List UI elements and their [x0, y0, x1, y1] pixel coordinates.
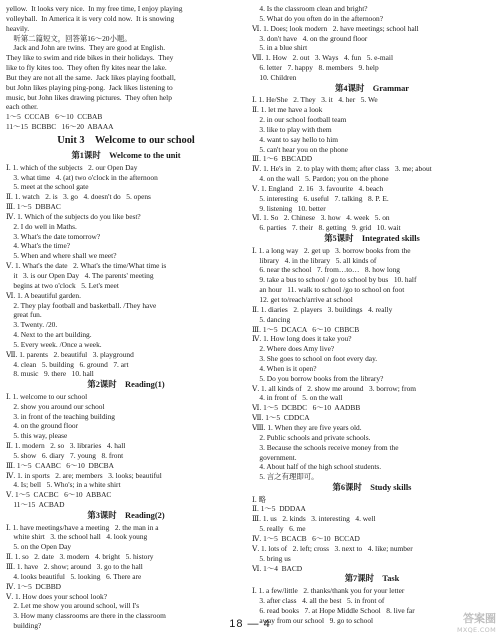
answer-line: Ⅳ. 1. in sports 2. are; members 3. looks; beautiful [6, 470, 162, 480]
answer-line: 4. Next to the art building. [6, 330, 92, 340]
lesson-heading: 第1课时 Welcome to the unit [71, 151, 181, 161]
answer-line: 8. music 9. there 10. hall [6, 369, 94, 379]
answer-line: 11～15 BCBBC 16～20 ABAAA [6, 122, 114, 132]
answer-line: Ⅲ. 1～6 BBCADD [252, 154, 313, 164]
answer-line: heavily. [6, 23, 30, 33]
watermark-logo [422, 610, 496, 638]
answer-line: Ⅰ. 1. a long way 2. get up 3. borrow books from the [252, 245, 411, 255]
answer-line: 3. How many classrooms are there in the classroom [6, 611, 166, 621]
page-number: 18 — 4 [229, 618, 271, 630]
answer-line: 3. what time 4. (at) two o'clock in the afternoon [6, 172, 158, 182]
answer-line: 2. Where does Amy live? [252, 344, 335, 354]
answer-line: 5. Do you borrow books from the library? [252, 373, 384, 383]
answer-line: 4. What's the time? [6, 241, 71, 251]
answer-line: Ⅷ. 1. When they are five years old. [252, 422, 362, 432]
answer-line: Ⅵ. 1～4 BACD [252, 563, 303, 573]
answer-line: 5. 言之有理即可。 [252, 472, 319, 482]
lesson-heading: 第2课时 Reading(1) [87, 380, 165, 390]
right-column [252, 4, 492, 625]
answer-line: Ⅵ. 1～5 DCBDC 6～10 AADBB [252, 403, 361, 413]
left-column [6, 4, 246, 631]
answer-line: but John likes playing ping-pong. Jack likes listening to [6, 82, 173, 92]
answer-line: 5. Every week. /Once a week. [6, 339, 102, 349]
answer-line: Ⅲ. 1～5 DBBAC [6, 202, 61, 212]
lesson-heading: 第3课时 Reading(2) [87, 511, 165, 520]
answer-line: 3. in front of the teaching building [6, 411, 115, 421]
answer-line: 5. What do you often do in the afternoon? [252, 13, 384, 23]
answer-line: 10. Children [252, 72, 297, 82]
answer-line: 5. can't hear you on the phone [252, 144, 348, 154]
answer-line: 3. after class 4. all the best 5. in front of [252, 595, 385, 605]
answer-line: Ⅰ. 1. He/She 2. They 3. it 4. her 5. We [252, 95, 378, 105]
unit-heading: Unit 3 Welcome to our school [57, 134, 195, 146]
answer-line: Jack and John are twins. They are good at English. [6, 43, 166, 53]
watermark-text: 答案圈 [463, 612, 496, 625]
answer-line: Ⅶ. 1. parents 2. beautiful 3. playground [6, 349, 134, 359]
answer-line: 4. When is it open? [252, 363, 317, 373]
answer-line: 3. don't have 4. on the ground floor [252, 33, 368, 43]
answer-line: 5. bring us [252, 553, 291, 563]
lesson-heading: 第5课时 Integrated skills [324, 234, 420, 244]
answer-line: 3. Because the schools receive money from the [252, 442, 399, 452]
answer-line: 2. Public schools and private schools. [252, 432, 371, 442]
answer-line: 3. What's the date tomorrow? [6, 231, 101, 241]
answer-line: 5. When and where shall we meet? [6, 251, 117, 261]
answer-line: Ⅲ. 1～5 DCACA 6～10 CBBCB [252, 324, 360, 334]
answer-line: 9. take a bus to school / go to school by bus 10. half [252, 275, 417, 285]
answer-line: 4. in front of 5. on the wall [252, 393, 343, 403]
answer-line: Ⅳ. 1. How long does it take you? [252, 334, 352, 344]
answer-line: 5. show 6. diary 7. young 8. front [6, 450, 124, 460]
answer-line: 3. Twenty. /20. [6, 320, 58, 330]
answer-line: 2. in our school football team [252, 115, 347, 125]
answer-line: 5. this way, please [6, 431, 68, 441]
answer-line: 5. on the Open Day [6, 542, 72, 552]
lesson-heading: 第6课时 Study skills [332, 483, 412, 493]
answer-line: Ⅴ. 1. all kinds of 2. show me around 3. borrow; from [252, 383, 417, 393]
answer-line: government. [252, 452, 297, 462]
lesson-heading: 第7课时 Task [344, 574, 400, 584]
answer-line: 4. About half of the high school students. [252, 462, 382, 472]
answer-line: 4. Is; bell 5. Who's; in a white shirt [6, 480, 121, 490]
answer-line: volleyball. In America it is very cold now. It is snowing [6, 13, 175, 23]
answer-line: But they are not all the same. Jack likes playing football, [6, 72, 176, 82]
answer-line: 5. meet at the school gate [6, 182, 89, 192]
answer-line: 2. Let me show you around school, will I's [6, 601, 140, 611]
answer-line: Ⅶ. 1. How 2. out 3. Ways 4. fun 5. e-mail [252, 53, 394, 63]
answer-line: Ⅲ. 1～5 CAABC 6～10 DBCBA [6, 460, 114, 470]
answer-line: great fun. [6, 310, 42, 320]
answer-line: Ⅳ. 1～5 DCBBD [6, 581, 62, 591]
answer-line: Ⅵ. 1. So 2. Chinese 3. how 4. week 5. on [252, 213, 390, 223]
watermark-subtext: MXQE.COM [456, 626, 496, 634]
answer-line: 2. show you around our school [6, 401, 105, 411]
lesson-heading: 第4课时 Grammar [335, 83, 409, 93]
answer-line: Ⅱ. 1. so 2. date 3. modern 4. bright 5. history [6, 552, 154, 562]
answer-line: Ⅵ. 1. Does; look modern 2. have meetings; school hall [252, 23, 419, 33]
answer-line: Ⅰ. 1. which of the subjects 2. our Open Day [6, 162, 138, 172]
answer-line: Ⅱ. 1. diaries 2. players 3. buildings 4. really [252, 304, 393, 314]
answer-line: each other. [6, 102, 39, 112]
answer-line: white shirt 3. the school hall 4. look young [6, 532, 148, 542]
answer-line: Ⅱ. 1. watch 2. is 3. go 4. doesn't do 5. opens [6, 192, 151, 202]
answer-line: 9. listening 10. better [252, 203, 326, 213]
answer-line: Ⅴ. 1～5 CACBC 6～10 ABBAC [6, 490, 112, 500]
answer-line: They like to swim and ride bikes in their holidays. They [6, 53, 174, 63]
answer-line: Ⅴ. 1. How does your school look? [6, 591, 107, 601]
answer-line: 6. letter 7. happy 8. members 9. help [252, 63, 379, 73]
answer-line: Ⅱ. 1～5 DDDAA [252, 504, 306, 514]
answer-line: Ⅳ. 1. He's in 2. to play with them; after class 3. me; about [252, 164, 432, 174]
answer-line: 5. really 6. me [252, 524, 306, 534]
answer-line: 2. I do well in Maths. [6, 221, 77, 231]
answer-line: Ⅱ. 1. modern 2. so 3. libraries 4. hall [6, 441, 126, 451]
answer-line: Ⅰ. 1. a few/little 2. thanks/thank you for your letter [252, 586, 405, 595]
answer-line: Ⅴ. 1. What's the date 2. What's the time/What time is [6, 261, 167, 271]
answer-line: 5. in a blue shirt [252, 43, 308, 53]
answer-line: Ⅴ. 1. England 2. 16 3. favourite 4. beach [252, 183, 384, 193]
answer-line: Ⅱ. 1. let me have a look [252, 105, 323, 115]
answer-line: 4. Is the classroom clean and bright? [252, 4, 368, 13]
answer-line: begins at two o'clock 5. Let's meet [6, 280, 119, 290]
answer-line: 4. on the ground floor [6, 421, 79, 431]
answer-line: like to fly kites too. They often fly kites near the lake. [6, 63, 167, 73]
answer-line: 4. want to say hello to him [252, 134, 339, 144]
answer-line: library 4. in the library 5. all kinds of [252, 255, 377, 265]
answer-line: an hour 11. walk to school /go to school on foot [252, 285, 405, 295]
answer-line: 6. parties 7. their 8. getting 9. grid 10. wait [252, 223, 401, 233]
answer-line: 6. read books 7. at Hope Middle School 8. live far [252, 605, 415, 615]
answer-line: 12. get to/reach/arrive at school [252, 295, 353, 304]
answer-line: yellow. It looks very nice. In my free time, I enjoy playing [6, 4, 183, 13]
answer-line: music, but John likes drawing pictures. They often help [6, 92, 172, 102]
answer-line: 3. like to play with them [252, 124, 332, 134]
answer-line: Ⅰ. 1. have meetings/have a meeting 2. the man in a [6, 522, 159, 532]
answer-line: 4. looks beautiful 5. looking 6. There are [6, 571, 142, 581]
answer-line: 听第二篇短文，回答第16～20小题。 [6, 33, 132, 43]
answer-line: 1～5 CCCAB 6～10 CCBAB [6, 112, 103, 122]
answer-line: Ⅵ. 1. A beautiful garden. [6, 290, 81, 300]
answer-line: Ⅳ. 1. Which of the subjects do you like best? [6, 211, 141, 221]
answer-line: Ⅶ. 1～5 CDDCA [252, 413, 310, 423]
answer-line: 5. dancing [252, 314, 291, 324]
answer-line: Ⅴ. 1. lots of 2. left; cross 3. next to 4. like; number [252, 543, 413, 553]
answer-line: 2. They play football and basketball. /They have [6, 300, 157, 310]
answer-line: Ⅰ. 略 [252, 494, 267, 504]
answer-line: Ⅲ. 1. us 2. kinds 3. interesting 4. well [252, 514, 376, 524]
answer-line: building? [6, 621, 42, 631]
answer-line: it 3. is our Open Day 4. The parents' meeting [6, 270, 154, 280]
answer-line: 5. interesting 6. useful 7. talking 8. P. E. [252, 193, 389, 203]
answer-line: 4. on the wall 5. Pardon; you on the phone [252, 174, 389, 184]
answer-line: 4. clean 5. building 6. ground 7. art [6, 359, 129, 369]
answer-line: 11～15 ACBAD [6, 500, 65, 510]
answer-line: Ⅰ. 1. welcome to our school [6, 391, 88, 401]
answer-line: 6. near the school 7. from…to… 8. how long [252, 265, 400, 275]
answer-line: 3. She goes to school on foot every day. [252, 354, 378, 364]
answer-line: Ⅲ. 1. have 2. show; around 3. go to the hall [6, 561, 143, 571]
answer-line: Ⅳ. 1～5 BCACB 6～10 BCCAD [252, 534, 360, 544]
answer-line: away from our school 9. go to school [252, 615, 374, 625]
